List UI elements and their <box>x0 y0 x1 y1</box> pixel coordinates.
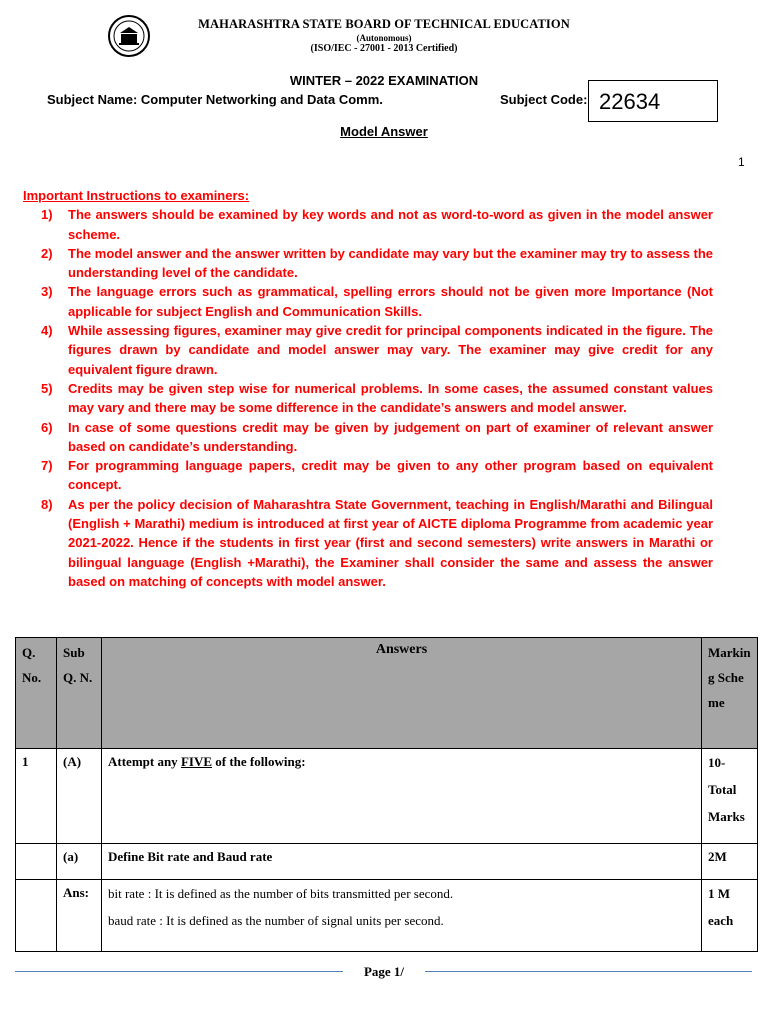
instruction-item: 2) The model answer and the answer written by candidate may vary but the examiner may try to assess the understanding level of the candidate. <box>41 245 713 281</box>
subject-code-box <box>588 80 718 122</box>
header-answers: Answers <box>375 642 428 657</box>
answer-table <box>15 637 758 952</box>
model-answer-title: Model Answer <box>340 124 428 139</box>
examiner-instructions <box>23 186 713 591</box>
row-marks: 2M <box>708 849 727 864</box>
row-question: Attempt any FIVE of the following: <box>108 754 306 769</box>
subject-code: 22634 <box>599 89 661 114</box>
answer-line-bit-rate: bit rate : It is defined as the number of bits transmitted per second. <box>108 886 454 901</box>
instruction-item: 8) As per the policy decision of Maharashtra State Government, teaching in English/Marathi and Bilingual (English + Marathi) medium is introduced at first year of AICTE diploma Programme from academic year 2021-2022. Hence if the students in first year (first and second semesters) write answers in Marathi or bilingual language (English +Marathi), the Examiner shall consider the same and assess the answer based on matching of concepts with model answer. <box>41 496 713 589</box>
exam-title: WINTER – 2022 EXAMINATION <box>289 73 479 88</box>
instruction-item: 1) The answers should be examined by key words and not as word-to-word as given in the model answer scheme. <box>41 207 713 242</box>
board-certification: (ISO/IEC - 27001 - 2013 Certified) <box>310 43 458 54</box>
subject-name: Subject Name: Computer Networking and Data Comm. <box>47 92 383 107</box>
row-sub-q: (a) <box>63 849 79 864</box>
row-q-no: 1 <box>22 754 29 769</box>
row-sub-q: (A) <box>63 754 82 769</box>
instruction-item: 6) In case of some questions credit may be given by judgement on part of examiner of relevant answer based on candidate’s understanding. <box>41 419 713 454</box>
table-row <box>16 880 758 952</box>
row-marks: 10- Total Marks <box>708 755 745 824</box>
board-autonomous: (Autonomous) <box>356 33 412 43</box>
table-header-row <box>16 638 758 749</box>
table-row <box>16 844 758 880</box>
answer-line-baud-rate: baud rate : It is defined as the number of signal units per second. <box>108 913 444 928</box>
instructions-heading: Important Instructions to examiners: <box>23 188 250 203</box>
header-q-no: Q. No. <box>22 645 42 685</box>
board-name: MAHARASHTRA STATE BOARD OF TECHNICAL EDUCATION <box>198 17 570 31</box>
row-question: Define Bit rate and Baud rate <box>108 849 273 864</box>
table-row <box>16 749 758 844</box>
row-sub-q: Ans: <box>63 885 90 900</box>
header-marking-scheme: Marking Scheme <box>708 645 751 710</box>
instructions-list <box>23 205 713 591</box>
footer-page: Page 1/ <box>363 964 405 979</box>
instruction-item: 7) For programming language papers, credit may be given to any other program based on equivalent concept. <box>41 458 713 493</box>
header-sub-q: Sub Q. N. <box>63 645 93 685</box>
page-number: 1 <box>738 155 745 169</box>
row-marks: 1 M each <box>708 886 734 928</box>
instruction-item: 3) The language errors such as grammatical, spelling errors should not be given more Importance (Not applicable for subject English and Communication Skills. <box>41 284 713 319</box>
subject-code-label: Subject Code: <box>500 92 588 107</box>
instruction-item: 4) While assessing figures, examiner may give credit for principal components indicated in the figure. The figures drawn by candidate and model answer may vary. The examiner may give credit for any equivalent figure drawn. <box>41 323 713 377</box>
instruction-item: 5) Credits may be given step wise for numerical problems. In some cases, the assumed constant values may vary and there may be some difference in the candidate’s answers and model answer. <box>41 380 713 416</box>
